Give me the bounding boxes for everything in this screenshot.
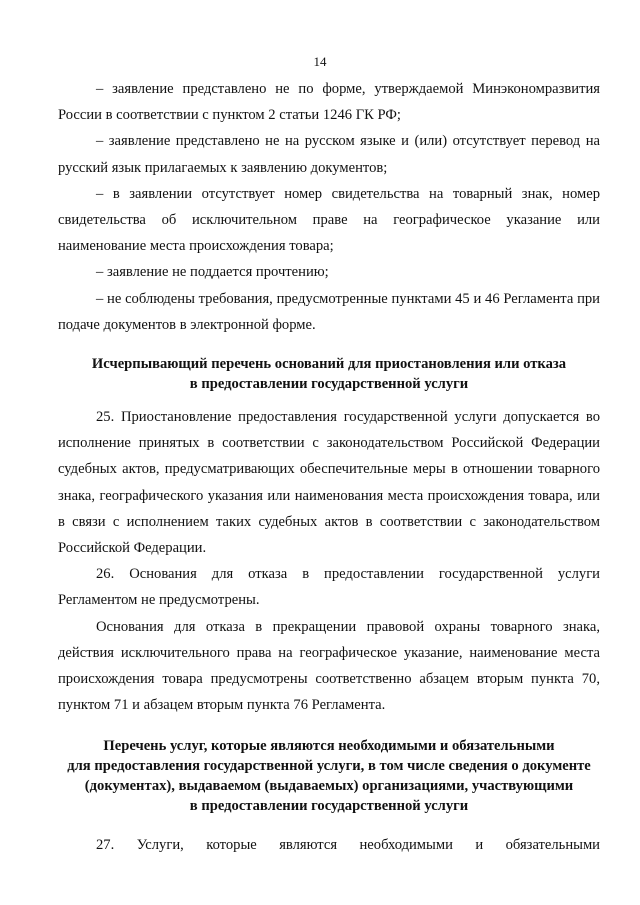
list-item: – заявление не поддается прочтению;	[96, 264, 329, 281]
list-item: – заявление представлено не на русском языке и (или) отсутствует перевод на русский язык прилагаемых к заявлению документов;	[58, 133, 600, 176]
paragraph: 25. Приостановление предоставления государственной услуги допускается во исполнение принятых в соответствии с законодательством Российской Федерации судебных актов, предусматривающих обеспечительные меры в отношении товарного знака, географического указания или наименования места происхождения товара, или в связи с исполнением таких судебных актов в соответствии с законодательством Российской Федерации.	[58, 409, 600, 557]
section-heading-line: в предоставлении государственной услуги	[189, 376, 469, 393]
section-heading	[58, 736, 600, 816]
page-number: 14	[313, 54, 327, 69]
section-heading	[58, 354, 600, 394]
paragraph: 26. Основания для отказа в предоставлении государственной услуги Регламентом не предусмотрены.	[58, 566, 600, 609]
paragraph: 27. Услуги, которые являются необходимыми и обязательными	[96, 837, 600, 854]
section-heading-line: Исчерпывающий перечень оснований для приостановления или отказа	[91, 356, 567, 373]
paragraph: Основания для отказа в прекращении правовой охраны товарного знака, действия исключительного права на географическое указание, наименование места происхождения товара предусмотрены соответственно абзацем вторым пункта 70, пунктом 71 и абзацем вторым пункта 76 Регламента.	[58, 618, 600, 714]
section-heading-line: Перечень услуг, которые являются необходимыми и обязательными	[103, 738, 555, 755]
section-heading-line: в предоставлении государственной услуги	[189, 798, 469, 815]
list-item: – заявление представлено не по форме, утверждаемой Минэкономразвития России в соответствии с пунктом 2 статьи 1246 ГК РФ;	[58, 81, 600, 124]
list-item: – не соблюдены требования, предусмотренные пунктами 45 и 46 Регламента при подаче документов в электронной форме.	[58, 290, 600, 333]
document-body	[58, 76, 600, 859]
list-item: – в заявлении отсутствует номер свидетельства на товарный знак, номер свидетельства об исключительном праве на географическое указание или наименование места происхождения товара;	[58, 185, 600, 255]
section-heading-line: для предоставления государственной услуги, в том числе сведения о документе	[67, 758, 591, 775]
section-heading-line: (документах), выдаваемом (выдаваемых) организациями, участвующими	[84, 778, 574, 795]
